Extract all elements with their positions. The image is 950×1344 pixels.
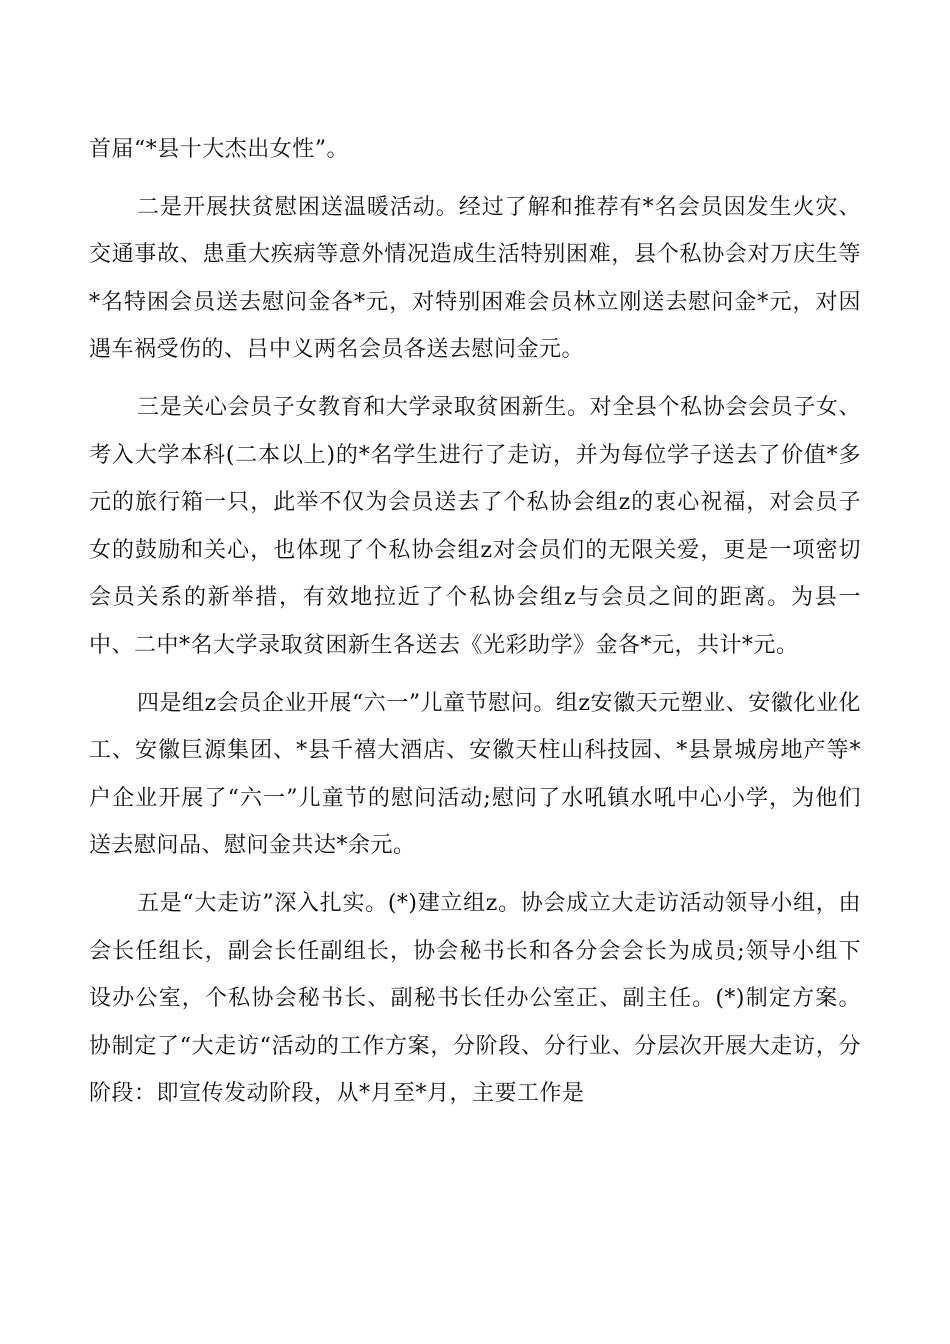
document-body [89,126,861,1128]
paragraph-5: 五是“大走访”深入扎实。(*)建立组z。协会成立大走访活动领导小组，由会长任组长，副会长任副组长，协会秘书长和各分会会长为成员;领导小组下设办公室，个私协会秘书长、副秘书长任办公室正、副主任。(*)制定方案。协制定了“大走访“活动的工作方案，分阶段、分行业、分层次开展大走访，分阶段：即宣传发动阶段，从*月至*月，主要工作是 [89,890,861,1107]
paragraph-3: 三是关心会员子女教育和大学录取贫困新生。对全县个私协会会员子女、考入大学本科(二本以上)的*名学生进行了走访，并为每位学子送去了价值*多元的旅行箱一只，此举不仅为会员送去了个私协会组z的衷心祝福，对会员子女的鼓励和关心，也体现了个私协会组z对会员们的无限关爱，更是一项密切会员关系的新举措，有效地拉近了个私协会组z与会员之间的距离。为县一中、二中*名大学录取贫困新生各送去《光彩助学》金各*元，共计*元。 [89,394,861,658]
paragraph-4: 四是组z会员企业开展“六一”儿童节慰问。组z安徽天元塑业、安徽化业化工、安徽巨源集团、*县千禧大酒店、安徽天柱山科技园、*县景城房地产等*户企业开展了“六一”儿童节的慰问活动;慰问了水吼镇水吼中心小学，为他们送去慰问品、慰问金共达*余元。 [89,690,861,859]
paragraph-1: 首届“*县十大杰出女性”。 [89,137,349,162]
paragraph-2: 二是开展扶贫慰困送温暖活动。经过了解和推荐有*名会员因发生火灾、交通事故、患重大疾病等意外情况造成生活特别困难，县个私协会对万庆生等*名特困会员送去慰问金各*元，对特别困难会员林立刚送去慰问金*元，对因遇车祸受伤的、吕中义两名会员各送去慰问金元。 [89,194,861,363]
